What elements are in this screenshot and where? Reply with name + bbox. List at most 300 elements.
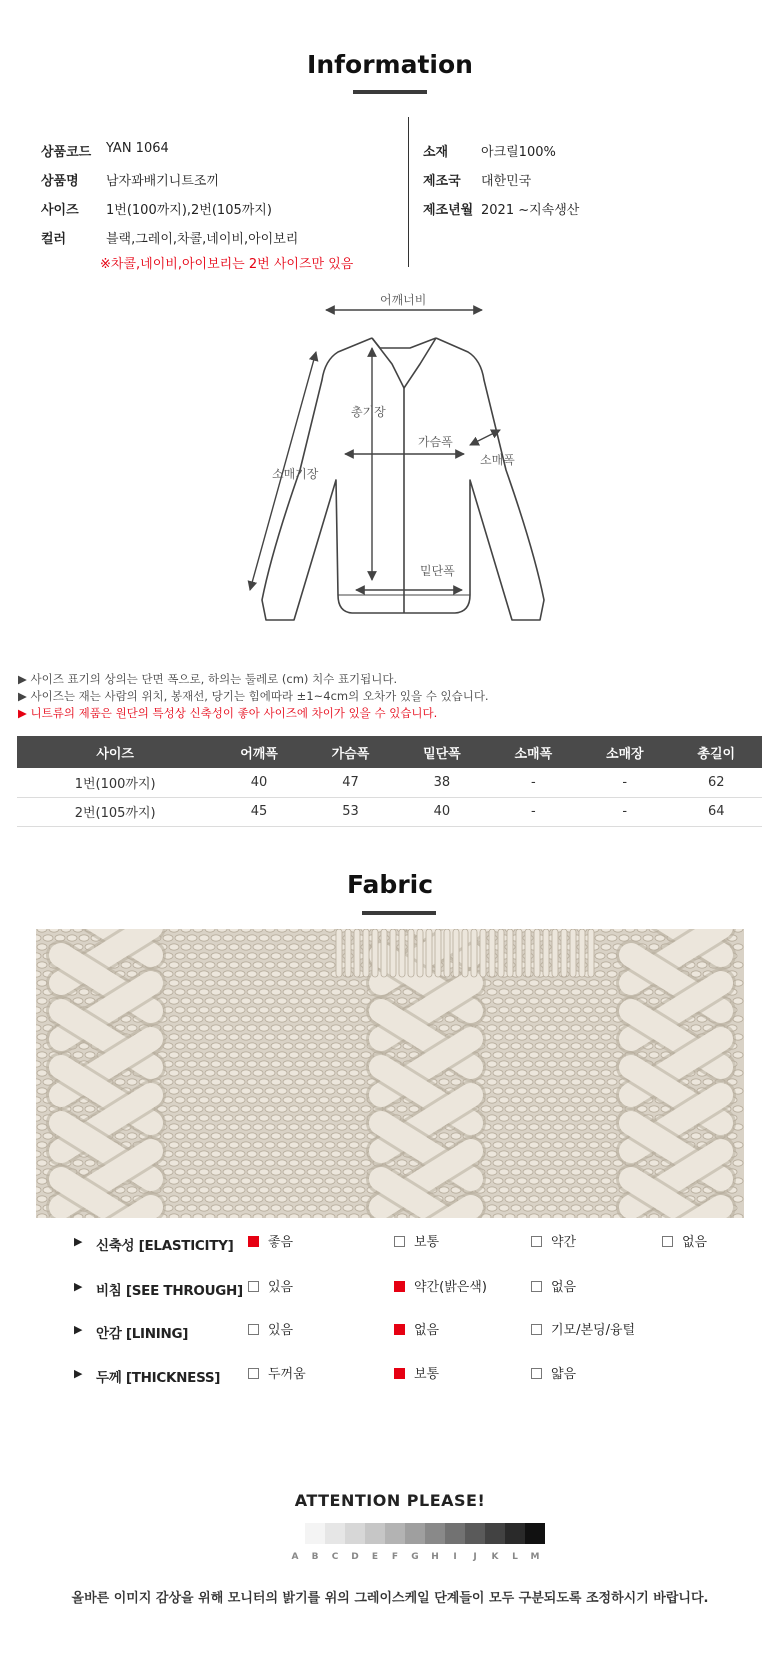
option-checkbox[interactable]: 있음 xyxy=(248,1277,293,1299)
knit-stitch xyxy=(229,1142,239,1148)
knit-stitch xyxy=(319,1025,329,1031)
knit-stitch xyxy=(199,1007,209,1013)
knit-stitch xyxy=(355,989,365,995)
knit-stitch xyxy=(307,989,317,995)
knit-stitch xyxy=(277,1142,287,1148)
knit-stitch xyxy=(571,1205,581,1211)
knit-stitch xyxy=(343,1205,353,1211)
knit-stitch xyxy=(529,1088,539,1094)
knit-stitch xyxy=(499,1061,509,1067)
knit-stitch xyxy=(85,1106,95,1112)
knit-stitch xyxy=(505,1196,515,1202)
knit-stitch xyxy=(313,1214,323,1218)
knit-stitch xyxy=(337,1160,347,1166)
knit-stitch xyxy=(361,1160,371,1166)
knit-stitch xyxy=(493,1124,503,1130)
knit-stitch xyxy=(295,1007,305,1013)
knit-stitch xyxy=(493,1106,503,1112)
grayscale-letter: I xyxy=(453,1552,457,1562)
knit-stitch xyxy=(175,953,185,959)
knit-stitch xyxy=(397,1214,407,1218)
knit-stitch xyxy=(169,1088,179,1094)
knit-stitch xyxy=(529,1160,539,1166)
knit-stitch xyxy=(571,1187,581,1193)
knit-stitch xyxy=(283,1205,293,1211)
knit-stitch xyxy=(588,929,594,977)
knit-stitch xyxy=(489,929,495,977)
grayscale-swatch xyxy=(425,1523,445,1544)
knit-stitch xyxy=(217,998,227,1004)
knit-stitch xyxy=(235,1025,245,1031)
knit-stitch xyxy=(205,998,215,1004)
knit-stitch xyxy=(331,1025,341,1031)
knit-stitch xyxy=(397,998,407,1004)
grayscale-letter: A xyxy=(291,1552,299,1562)
knit-stitch xyxy=(543,929,549,977)
table-cell: 45 xyxy=(213,797,304,826)
option-checkbox[interactable]: 약간 xyxy=(531,1232,576,1254)
knit-stitch xyxy=(397,1106,407,1112)
knit-stitch xyxy=(37,944,47,950)
checkbox-icon xyxy=(394,1281,405,1292)
knit-stitch xyxy=(253,944,263,950)
knit-stitch xyxy=(613,929,623,932)
knit-stitch xyxy=(607,1043,617,1049)
knit-stitch xyxy=(571,1043,581,1049)
sleeve-length-label: 소매기장 xyxy=(272,467,319,481)
knit-stitch xyxy=(193,1124,203,1130)
knit-stitch xyxy=(289,1088,299,1094)
knit-stitch xyxy=(265,929,275,932)
knit-stitch xyxy=(277,1160,287,1166)
knit-stitch xyxy=(37,1124,47,1130)
knit-stitch xyxy=(223,1115,233,1121)
knit-stitch xyxy=(307,1025,317,1031)
knit-stitch xyxy=(595,935,605,941)
knit-stitch xyxy=(547,1205,557,1211)
knit-stitch xyxy=(595,1097,605,1103)
knit-stitch xyxy=(583,1169,593,1175)
knit-stitch xyxy=(253,1016,263,1022)
cable-knit-texture xyxy=(36,929,744,1218)
knit-stitch xyxy=(625,929,635,932)
knit-stitch xyxy=(271,1205,281,1211)
knit-stitch xyxy=(175,1025,185,1031)
knit-stitch xyxy=(37,1088,47,1094)
knit-stitch xyxy=(355,1115,365,1121)
knit-stitch xyxy=(187,1169,197,1175)
knit-stitch xyxy=(223,971,233,977)
knit-stitch xyxy=(169,1106,179,1112)
knit-stitch xyxy=(331,1007,341,1013)
knit-stitch xyxy=(211,935,221,941)
knit-stitch xyxy=(223,1097,233,1103)
checkbox-icon xyxy=(248,1236,259,1247)
knit-stitch xyxy=(493,1016,503,1022)
product-name-label: 상품명 xyxy=(41,174,79,189)
knit-stitch xyxy=(595,1007,605,1013)
knit-stitch xyxy=(313,1070,323,1076)
knit-stitch xyxy=(199,971,209,977)
knit-stitch xyxy=(565,1178,575,1184)
knit-stitch xyxy=(217,1034,227,1040)
knit-stitch xyxy=(607,989,617,995)
knit-stitch xyxy=(283,971,293,977)
knit-stitch xyxy=(187,1097,197,1103)
knit-stitch xyxy=(283,1187,293,1193)
knit-stitch xyxy=(511,1205,521,1211)
knit-stitch xyxy=(36,989,41,995)
knit-stitch xyxy=(319,989,329,995)
knit-stitch xyxy=(570,929,576,977)
knit-stitch xyxy=(241,1160,251,1166)
knit-stitch xyxy=(277,944,287,950)
knit-stitch xyxy=(325,1016,335,1022)
chest-label: 가슴폭 xyxy=(418,435,453,449)
knit-stitch xyxy=(277,1124,287,1130)
knit-stitch xyxy=(390,929,396,977)
knit-stitch xyxy=(601,1196,611,1202)
knit-stitch xyxy=(37,962,47,968)
knit-stitch xyxy=(36,1205,41,1211)
knit-stitch xyxy=(493,1160,503,1166)
manufacture-date-label: 제조년월 xyxy=(423,203,474,218)
option-checkbox[interactable]: 없음 xyxy=(394,1320,439,1342)
knit-stitch xyxy=(301,1160,311,1166)
table-cell: - xyxy=(579,768,670,797)
knit-stitch xyxy=(193,998,203,1004)
knit-stitch xyxy=(595,1133,605,1139)
option-checkbox[interactable]: 보통 xyxy=(394,1232,439,1254)
knit-stitch xyxy=(217,1196,227,1202)
knit-stitch xyxy=(565,1160,575,1166)
grayscale-strip xyxy=(285,1523,545,1544)
knit-stitch xyxy=(205,1196,215,1202)
knit-stitch xyxy=(541,1214,551,1218)
knit-stitch xyxy=(169,980,179,986)
knit-stitch xyxy=(583,989,593,995)
knit-stitch xyxy=(534,929,540,977)
knit-stitch xyxy=(552,929,558,977)
table-cell: 40 xyxy=(396,797,487,826)
knit-stitch xyxy=(529,1142,539,1148)
grayscale-swatch xyxy=(485,1523,505,1544)
knit-stitch xyxy=(205,1160,215,1166)
knit-stitch xyxy=(229,929,239,932)
table-cell: 1번(100까지) xyxy=(17,768,213,797)
knit-stitch xyxy=(439,1025,449,1031)
knit-stitch xyxy=(589,1070,599,1076)
knit-stitch xyxy=(205,1106,215,1112)
knit-stitch xyxy=(577,1196,587,1202)
knit-stitch xyxy=(271,1115,281,1121)
knit-stitch xyxy=(169,1070,179,1076)
knit-stitch xyxy=(607,1007,617,1013)
knit-stitch xyxy=(595,1187,605,1193)
knit-stitch xyxy=(199,935,209,941)
option-checkbox[interactable]: 없음 xyxy=(531,1277,576,1299)
knit-stitch xyxy=(349,1088,359,1094)
knit-stitch xyxy=(313,1196,323,1202)
knit-stitch xyxy=(36,971,41,977)
knit-stitch xyxy=(229,1196,239,1202)
knit-stitch xyxy=(637,929,647,932)
knit-stitch xyxy=(511,989,521,995)
knit-stitch xyxy=(259,1115,269,1121)
knit-stitch xyxy=(499,1151,509,1157)
knit-stitch xyxy=(265,1124,275,1130)
knit-stitch xyxy=(217,980,227,986)
knit-stitch xyxy=(553,998,563,1004)
knit-stitch xyxy=(499,1007,509,1013)
knit-stitch xyxy=(295,1043,305,1049)
knit-stitch xyxy=(211,1025,221,1031)
knit-stitch xyxy=(199,1061,209,1067)
knit-stitch xyxy=(37,1214,47,1218)
grayscale-swatch xyxy=(285,1523,305,1544)
knit-stitch xyxy=(163,1133,173,1139)
option-checkbox[interactable]: 기모/본딩/융털 xyxy=(531,1320,635,1342)
checkbox-icon xyxy=(394,1324,405,1335)
knit-stitch xyxy=(43,935,53,941)
knit-stitch xyxy=(595,971,605,977)
knit-stitch xyxy=(277,998,287,1004)
knit-stitch xyxy=(37,1178,47,1184)
knit-stitch xyxy=(559,1097,569,1103)
knit-stitch xyxy=(553,1142,563,1148)
knit-stitch xyxy=(595,1043,605,1049)
knit-stitch xyxy=(517,1088,527,1094)
table-cell: 2번(105까지) xyxy=(17,797,213,826)
knit-stitch xyxy=(211,1043,221,1049)
knit-stitch xyxy=(343,989,353,995)
checkbox-icon xyxy=(531,1324,542,1335)
knit-stitch xyxy=(408,929,414,977)
knit-stitch xyxy=(451,1133,461,1139)
knit-stitch xyxy=(241,929,251,932)
knit-stitch xyxy=(607,935,617,941)
knit-stitch xyxy=(363,929,369,977)
knit-stitch xyxy=(277,1214,287,1218)
knit-stitch xyxy=(565,1106,575,1112)
table-cell: 53 xyxy=(305,797,396,826)
knit-stitch xyxy=(253,1088,263,1094)
knit-stitch xyxy=(583,1187,593,1193)
knit-stitch xyxy=(301,1142,311,1148)
knit-stitch xyxy=(181,1196,191,1202)
knit-stitch xyxy=(595,953,605,959)
knit-stitch xyxy=(283,1133,293,1139)
knit-stitch xyxy=(199,1079,209,1085)
knit-stitch xyxy=(235,1169,245,1175)
knit-stitch xyxy=(505,1214,515,1218)
knit-stitch xyxy=(211,1151,221,1157)
knit-stitch xyxy=(205,1052,215,1058)
knit-stitch xyxy=(601,944,611,950)
knit-stitch xyxy=(223,935,233,941)
knit-stitch xyxy=(301,1178,311,1184)
fabric-title: Fabric xyxy=(346,870,434,899)
knit-stitch xyxy=(187,1079,197,1085)
knit-stitch xyxy=(535,1043,545,1049)
knit-stitch xyxy=(307,1133,317,1139)
knit-stitch xyxy=(541,1106,551,1112)
knit-stitch xyxy=(691,1187,701,1193)
knit-stitch xyxy=(337,1196,347,1202)
knit-stitch xyxy=(223,1187,233,1193)
knit-stitch xyxy=(37,980,47,986)
option-checkbox[interactable]: 없음 xyxy=(662,1232,707,1254)
knit-stitch xyxy=(325,1214,335,1218)
size-table-header xyxy=(17,736,762,768)
checkbox-icon xyxy=(394,1236,405,1247)
knit-stitch xyxy=(493,1088,503,1094)
knit-stitch xyxy=(229,980,239,986)
table-cell: - xyxy=(579,797,670,826)
checkbox-icon xyxy=(531,1281,542,1292)
title-underline xyxy=(353,90,427,94)
knit-stitch xyxy=(579,929,585,977)
option-checkbox[interactable]: 좋음 xyxy=(248,1232,293,1254)
knit-stitch xyxy=(223,1061,233,1067)
knit-stitch xyxy=(271,1133,281,1139)
knit-stitch xyxy=(223,1133,233,1139)
knit-stitch xyxy=(301,1034,311,1040)
knit-stitch xyxy=(247,1133,257,1139)
knit-stitch xyxy=(507,929,513,977)
knit-stitch xyxy=(235,1133,245,1139)
knit-stitch xyxy=(547,1025,557,1031)
knit-stitch xyxy=(417,929,423,977)
knit-stitch xyxy=(577,1106,587,1112)
header-cell: 어깨폭 xyxy=(213,736,304,768)
knit-stitch xyxy=(211,989,221,995)
knit-stitch xyxy=(733,1214,743,1218)
knit-stitch xyxy=(295,1079,305,1085)
knit-stitch xyxy=(493,998,503,1004)
knit-stitch xyxy=(265,1088,275,1094)
knit-stitch xyxy=(169,1124,179,1130)
knit-stitch xyxy=(313,1034,323,1040)
knit-stitch xyxy=(601,998,611,1004)
option-checkbox[interactable]: 보통 xyxy=(394,1364,439,1386)
knit-stitch xyxy=(163,971,173,977)
knit-stitch xyxy=(553,1124,563,1130)
knit-stitch xyxy=(175,1097,185,1103)
bullet-arrow-icon: ▶ xyxy=(74,1367,83,1380)
grayscale-swatch xyxy=(445,1523,465,1544)
knit-stitch xyxy=(313,929,323,932)
knit-stitch xyxy=(541,1052,551,1058)
knit-stitch xyxy=(313,1124,323,1130)
knit-stitch xyxy=(733,1106,743,1112)
knit-stitch xyxy=(259,1169,269,1175)
knit-stitch xyxy=(253,1196,263,1202)
knit-stitch xyxy=(217,1124,227,1130)
knit-stitch xyxy=(241,1052,251,1058)
knit-stitch xyxy=(283,1007,293,1013)
knit-stitch xyxy=(691,1079,701,1085)
knit-stitch xyxy=(73,1052,83,1058)
property-name: 안감 [LINING] xyxy=(96,1326,189,1342)
knit-stitch xyxy=(259,989,269,995)
knit-stitch xyxy=(511,1169,521,1175)
knit-stitch xyxy=(601,1070,611,1076)
product-name-value: 남자꽈배기니트조끼 xyxy=(106,174,220,189)
knit-stitch xyxy=(523,1133,533,1139)
knit-stitch xyxy=(163,935,173,941)
knit-stitch xyxy=(361,1106,371,1112)
knit-stitch xyxy=(247,989,257,995)
option-checkbox[interactable]: 두꺼움 xyxy=(248,1364,306,1386)
table-cell: 62 xyxy=(671,768,763,797)
knit-stitch xyxy=(541,1088,551,1094)
knit-stitch xyxy=(505,980,515,986)
knit-stitch xyxy=(487,1007,497,1013)
knit-stitch xyxy=(607,1187,617,1193)
knit-stitch xyxy=(37,1160,47,1166)
knit-stitch xyxy=(355,1007,365,1013)
knit-stitch xyxy=(175,1007,185,1013)
knit-stitch xyxy=(265,1106,275,1112)
knit-stitch xyxy=(541,1142,551,1148)
knit-stitch xyxy=(229,1178,239,1184)
knit-stitch xyxy=(169,1016,179,1022)
knit-stitch xyxy=(511,1061,521,1067)
knit-stitch xyxy=(181,1016,191,1022)
knit-stitch xyxy=(607,1097,617,1103)
knit-stitch xyxy=(271,1061,281,1067)
option-checkbox[interactable]: 약간(밝은색) xyxy=(394,1277,487,1299)
knit-stitch xyxy=(505,1034,515,1040)
knit-stitch xyxy=(493,1196,503,1202)
knit-stitch xyxy=(325,998,335,1004)
knit-stitch xyxy=(529,998,539,1004)
monitor-brightness-note: 올바른 이미지 감상을 위해 모니터의 밝기를 위의 그레이스케일 단계들이 모두 구분되도록 조정하시기 바랍니다. xyxy=(71,1591,709,1606)
knit-stitch xyxy=(523,1079,533,1085)
knit-stitch xyxy=(331,1115,341,1121)
knit-stitch xyxy=(523,1169,533,1175)
knit-stitch xyxy=(283,935,293,941)
knit-stitch xyxy=(559,1205,569,1211)
knit-stitch xyxy=(211,1205,221,1211)
shoulder-label: 어깨너비 xyxy=(380,293,427,307)
knit-stitch xyxy=(271,1097,281,1103)
knit-stitch xyxy=(169,1178,179,1184)
knit-stitch xyxy=(571,1079,581,1085)
option-checkbox[interactable]: 있음 xyxy=(248,1320,293,1342)
knit-stitch xyxy=(253,1106,263,1112)
knit-stitch xyxy=(559,989,569,995)
knit-stitch xyxy=(247,1097,257,1103)
knit-stitch xyxy=(691,1025,701,1031)
knit-stitch xyxy=(487,1079,497,1085)
knit-stitch xyxy=(235,1097,245,1103)
knit-stitch xyxy=(169,1142,179,1148)
knit-stitch xyxy=(349,1196,359,1202)
knit-stitch xyxy=(565,1070,575,1076)
option-checkbox[interactable]: 얇음 xyxy=(531,1364,576,1386)
knit-stitch xyxy=(289,944,299,950)
table-cell: - xyxy=(488,768,579,797)
knit-stitch xyxy=(607,1079,617,1085)
knit-stitch xyxy=(331,1151,341,1157)
knit-stitch xyxy=(307,1151,317,1157)
knit-stitch xyxy=(271,989,281,995)
knit-stitch xyxy=(253,980,263,986)
knit-stitch xyxy=(187,1133,197,1139)
grayscale-letter: E xyxy=(371,1552,379,1562)
